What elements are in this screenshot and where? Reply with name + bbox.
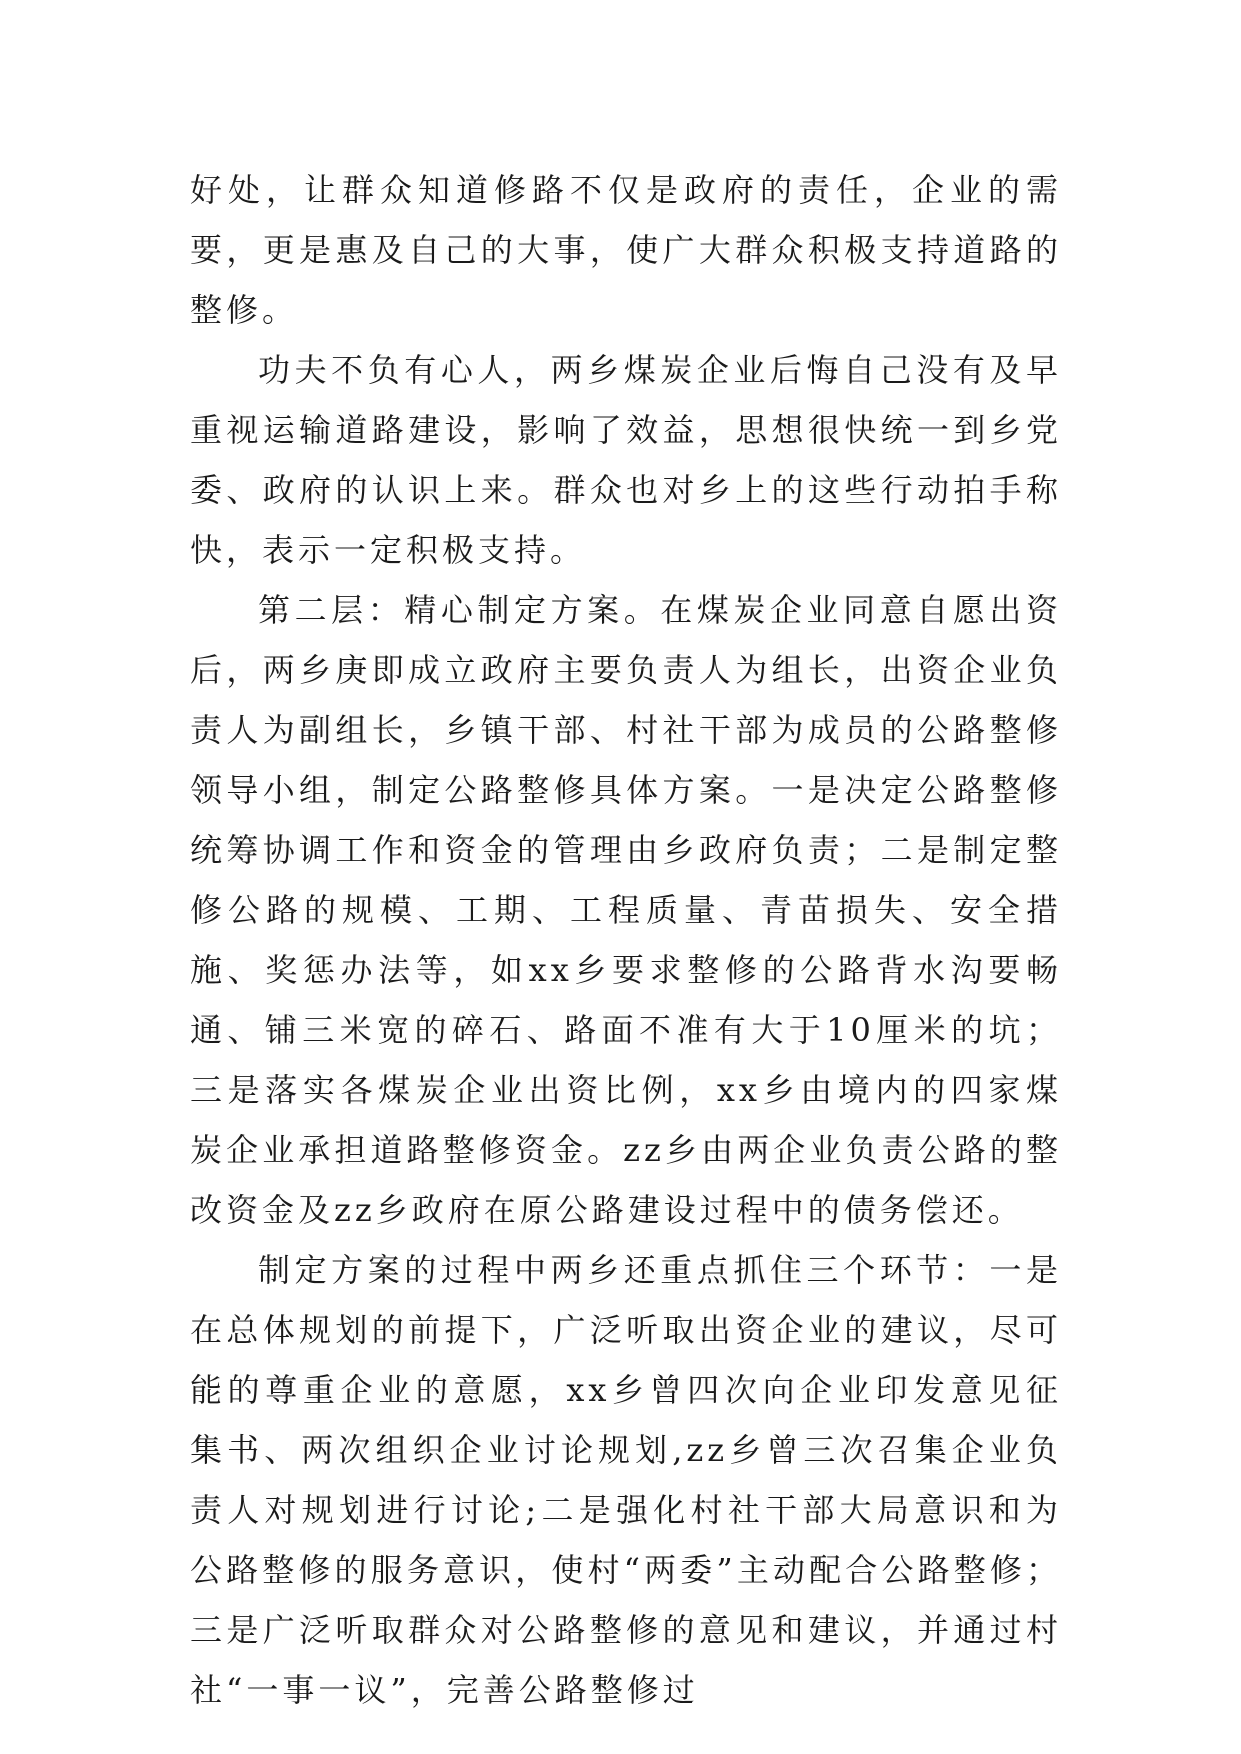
paragraph-2: 功夫不负有心人，两乡煤炭企业后悔自己没有及早重视运输道路建设，影响了效益，思想很快统一到乡党委、政府的认识上来。群众也对乡上的这些行动拍手称快，表示一定积极支持。: [190, 351, 1062, 569]
paragraph-4: 制定方案的过程中两乡还重点抓住三个环节：一是在总体规划的前提下，广泛听取出资企业的建议，尽可能的尊重企业的意愿，xx乡曾四次向企业印发意见征集书、两次组织企业讨论规划,zz乡曾三次召集企业负责人对规划进行讨论;二是强化村社干部大局意识和为公路整修的服务意识，使村“两委”主动配合公路整修；三是广泛听取群众对公路整修的意见和建议，并通过村社“一事一议”，完善公路整修过: [190, 1251, 1062, 1709]
paragraph-1: 好处，让群众知道修路不仅是政府的责任，企业的需要，更是惠及自己的大事，使广大群众积极支持道路的整修。: [190, 171, 1062, 329]
document-body: [190, 160, 1062, 1720]
paragraph-3: 第二层：精心制定方案。在煤炭企业同意自愿出资后，两乡庚即成立政府主要负责人为组长，出资企业负责人为副组长，乡镇干部、村社干部为成员的公路整修领导小组，制定公路整修具体方案。一是决定公路整修统筹协调工作和资金的管理由乡政府负责；二是制定整修公路的规模、工期、工程质量、青苗损失、安全措施、奖惩办法等，如xx乡要求整修的公路背水沟要畅通、铺三米宽的碎石、路面不准有大于10厘米的坑；三是落实各煤炭企业出资比例，xx乡由境内的四家煤炭企业承担道路整修资金。zz乡由两企业负责公路的整改资金及zz乡政府在原公路建设过程中的债务偿还。: [190, 591, 1062, 1229]
